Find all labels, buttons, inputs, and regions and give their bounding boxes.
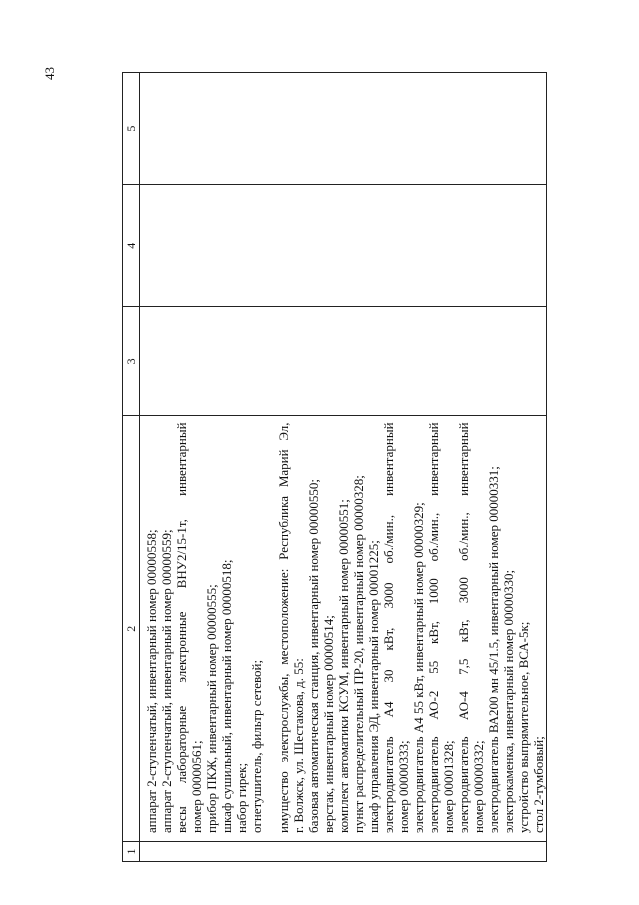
list-item-line: электродвигатель ВА200 мн 45/1.5, инвентарный номер 00000331; xyxy=(486,466,501,833)
list-item-line: шкаф управления ЭД, инвентарный номер 00001225; xyxy=(366,540,381,833)
list-item-line: электродвигатель А4 55 кВт, инвентарный номер 00000329; xyxy=(411,502,426,833)
cell-col-2 xyxy=(140,416,547,842)
header-col-2: 2 xyxy=(123,416,140,842)
list-item xyxy=(426,422,456,833)
list-item-line: г. Волжск, ул. Шестакова, д. 55: xyxy=(291,658,306,833)
list-item-line: базовая автоматическая станция, инвентарный номер 00000550; xyxy=(306,478,321,833)
list-item xyxy=(306,422,321,833)
list-item-line: аппарат 2-ступенчатый, инвентарный номер 00000558; xyxy=(144,529,159,833)
list-item-line: комплект автоматики КСУМ, инвентарный номер 00000551; xyxy=(336,499,351,833)
list-item-line: шкаф сушильный, инвентарный номер 00000518; xyxy=(219,559,234,833)
header-col-3: 3 xyxy=(123,307,140,416)
list-item-line: электрокаменка, инвентарный номер 00000330; xyxy=(501,569,516,833)
list-item xyxy=(321,422,336,833)
list-item-line: стол 2-тумбовый; xyxy=(531,736,546,833)
rotated-table-wrapper xyxy=(122,72,546,862)
list-item-line: электродвигатель АО-2 55 кВт, 1000 об./мин., инвентарный xyxy=(426,422,441,833)
list-item-line: аппарат 2-ступенчатый, инвентарный номер 00000559; xyxy=(159,529,174,833)
list-item-line: номер 00001328; xyxy=(441,740,456,833)
cell-col-5 xyxy=(140,73,547,185)
list-item xyxy=(234,422,249,833)
list-item xyxy=(531,422,546,833)
list-item xyxy=(381,422,411,833)
cell-col-3 xyxy=(140,307,547,416)
list-item-line: огнетушитель, фильтр сетевой; xyxy=(249,659,264,833)
table-header-row xyxy=(123,73,140,862)
list-item xyxy=(204,422,219,833)
list-item-line: имущество электрослужбы, местоположение: Республика Марий Эл, xyxy=(276,422,291,833)
header-col-5: 5 xyxy=(123,73,140,185)
item-list xyxy=(140,416,546,841)
list-item xyxy=(159,422,174,833)
page-number: 43 xyxy=(42,67,57,80)
list-item-line: весы лабораторные электронные ВНУ2/15-1т, инвентарный xyxy=(174,422,189,833)
list-item-line: номер 00000333; xyxy=(396,740,411,833)
list-item xyxy=(174,422,204,833)
list-item-line: верстак, инвентарный номер 00000514; xyxy=(321,615,336,833)
list-item-line: устройство выпрямительное, ВСА-5к; xyxy=(516,621,531,833)
list-item xyxy=(516,422,531,833)
header-col-4: 4 xyxy=(123,185,140,307)
list-item xyxy=(366,422,381,833)
list-item xyxy=(456,422,486,833)
cell-col-1 xyxy=(140,841,547,861)
header-col-1: 1 xyxy=(123,841,140,861)
list-item xyxy=(501,422,516,833)
list-item-line: номер 00000561; xyxy=(189,740,204,833)
list-item-line: набор гирек; xyxy=(234,762,249,833)
list-item-line: электродвигатель АО-4 7,5 кВт, 3000 об./мин., инвентарный xyxy=(456,422,471,833)
list-item xyxy=(336,422,351,833)
list-item-line: электродвигатель А4 30 кВт, 3000 об./мин., инвентарный xyxy=(381,422,396,833)
cell-col-4 xyxy=(140,185,547,307)
list-item xyxy=(219,422,234,833)
inventory-table xyxy=(122,72,547,862)
list-item-line: номер 00000332; xyxy=(471,740,486,833)
list-item xyxy=(276,422,306,833)
list-item-line: пункт распределительный ПР-20, инвентарный номер 00000328; xyxy=(351,475,366,833)
spacer xyxy=(264,422,276,833)
list-item xyxy=(351,422,366,833)
list-item xyxy=(486,422,501,833)
list-item xyxy=(249,422,264,833)
list-item xyxy=(411,422,426,833)
table-row xyxy=(140,73,547,862)
list-item-line: прибор ПКЖ, инвентарный номер 00000555; xyxy=(204,584,219,833)
list-item xyxy=(144,422,159,833)
